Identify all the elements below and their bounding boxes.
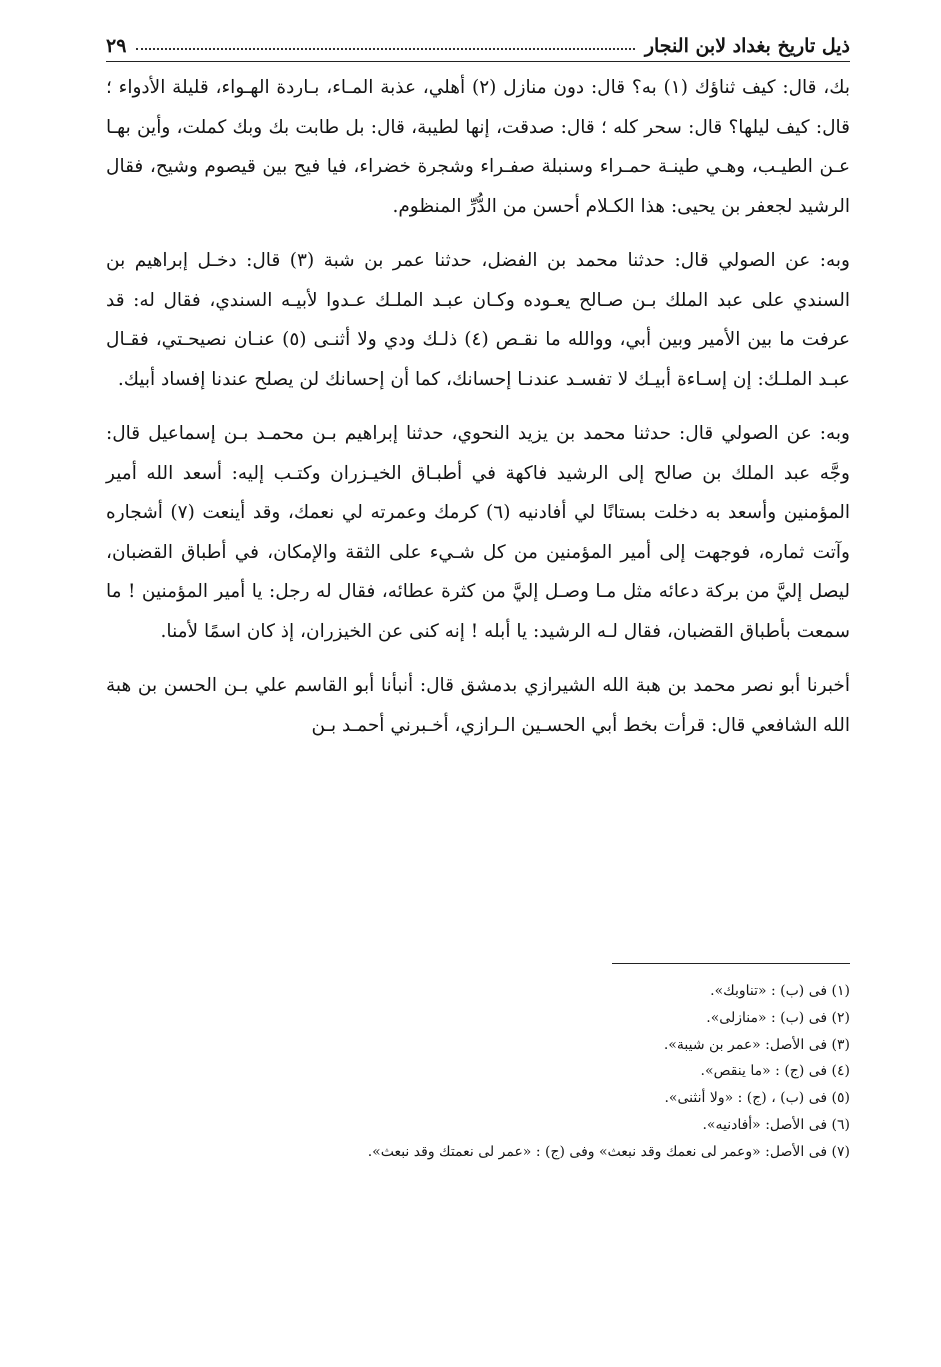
footnote-7: (٧) فى الأصل: «وعمر لى نعمك وقد نبعث» وفى (ج) : «عمر لى نعمتك وقد نبعث».	[367, 1143, 850, 1160]
header-dot-leader	[136, 48, 634, 50]
body-text	[106, 68, 850, 760]
footnote-1: (١) فى (ب) : «تناوبك».	[710, 983, 850, 999]
paragraph-2: وبه: عن الصولي قال: حدثنا محمد بن الفضل، حدثنا عمر بن شبة (٣) قال: دخـل إبراهيم بن السندي على عبد الملك بـن صـالح يعـوده وكـان عبـد الملـك عـدوا لأبيـه السندي، فقال له: قد عرفت ما بين الأمير وبين أبي، ووالله ما نقـص (٤) ذلـك ودي ولا أثنـى (٥) عنـان نصيحـتي، فقـال عبـد الملـك: إن إسـاءة أبيـك لا تفسـد عندنـا إحسانك، كما أن إحسانك لن يصلح عندنا إفساد أبيك.	[106, 250, 851, 390]
footnote-5: (٥) فى (ب) ، (ج) : «ولا أنثنى».	[664, 1090, 850, 1107]
paragraph-1: بك، قال: كيف ثناؤك (١) به؟ قال: دون منازل (٢) أهلي، عذبة المـاء، بـاردة الهـواء، قليلة الأدواء ؛ قال: كيف ليلها؟ قال: سحر كله ؛ قال: صدقت، إنها لطيبة، قال: بل طابت بك وبك كملت، وأين بهـا عـن الطيـب، وهـي طينـة حمـراء وسنبلة صفـراء وشجرة خضراء، فيا فيح بين قيصوم وشيح، فقال الرشيد لجعفر بن يحيى: هذا الكـلام أحسن من الدُّرِّ المنظوم.	[106, 77, 850, 217]
footnote-6: (٦) فى الأصل: «أفادنيه».	[702, 1116, 850, 1133]
footnotes	[106, 978, 850, 1166]
header-title: ذيل تاريخ بغداد لابن النجار	[644, 35, 850, 57]
footnote-4: (٤) فى (ج) : «ما ينقص».	[700, 1063, 850, 1080]
footnote-2: (٢) فى (ب) : «منازلى».	[706, 1009, 850, 1026]
running-header	[106, 28, 850, 62]
footnote-divider	[612, 963, 850, 964]
paragraph-3: وبه: عن الصولي قال: حدثنا محمد بن يزيد النحوي، حدثنا إبراهيم بـن محمـد بـن إسماعيل قال: وجَّه عبد الملك بن صالح إلى الرشيد فاكهة في أطبـاق الخيـزران وكتـب إليه: أسعد الله أمير المؤمنين وأسعد به دخلت بستانًا لي أفادنيه (٦) كرمك وعمرته لي نعمك، وقد أينعت (٧) أشجاره وآتت ثماره، فوجهت إلى أمير المؤمنين من كل شـيء على الثقة والإمكان، في أطباق القضبان، ليصل إليَّ من بركة دعائه مثل مـا وصـل إليَّ من كثرة عطائه، فقال له رجل: يا أمير المؤمنين ! ما سمعت بأطباق القضبان، فقال لـه الرشيد: يا أبله ! إنه كنى عن الخيزران، إذ كان اسمًا لأمنا.	[106, 423, 850, 642]
footnote-3: (٣) فى الأصل: «عمر بن شيبة».	[663, 1036, 850, 1053]
page-number: ٢٩	[106, 35, 127, 57]
paragraph-4: أخبرنا أبو نصر محمد بن هبة الله الشيرازي بدمشق قال: أنبأنا أبو القاسم علي بـن الحسن بن هبة الله الشافعي قال: قرأت بخط أبي الحسـين الـرازي، أخـبرني أحمـد بـن	[106, 675, 850, 736]
